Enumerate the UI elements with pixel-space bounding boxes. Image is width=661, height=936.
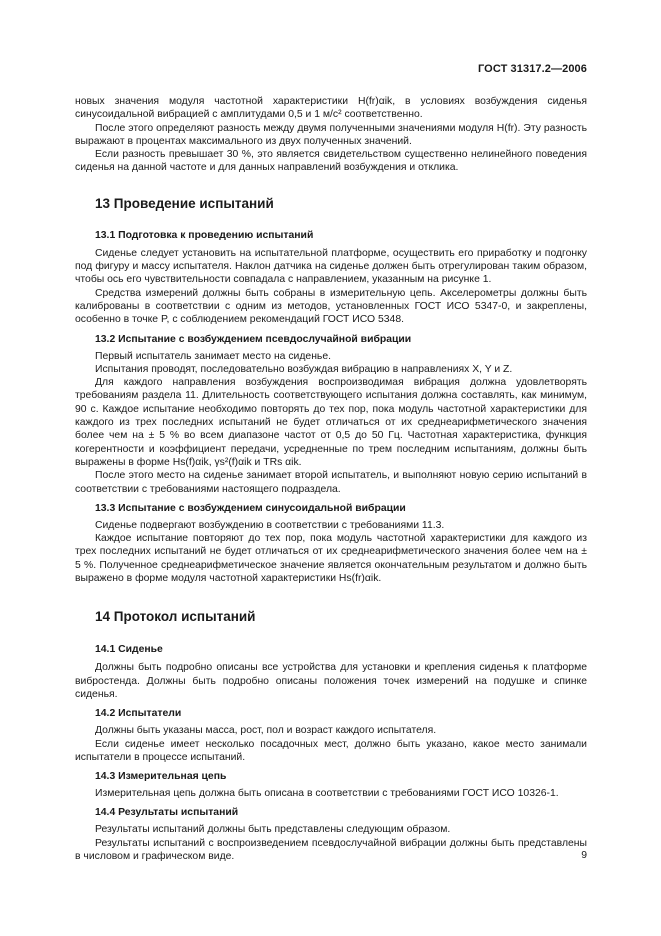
subsection-13-1-heading: 13.1 Подготовка к проведению испытаний (95, 229, 314, 241)
subsection-14-4-heading: 14.4 Результаты испытаний (95, 807, 239, 819)
section-13-heading: 13 Проведение испытаний (95, 195, 274, 211)
paragraph-13-3-b: Каждое испытание повторяют до тех пор, пока модуль частотной характеристики для каждого из трех последних испытаний не будет отличаться от их среднеарифметического значения более чем на ± 5 %. Полученное среднеарифметическое значение является окончательным результатом и должно быть выражено в форме модуля частотной характеристики Hs(fr)αik. (75, 533, 587, 585)
paragraph-14-2-b: Если сиденье имеет несколько посадочных мест, должно быть указано, какое место занимали испытатели в процессе испытаний. (75, 738, 587, 763)
subsection-14-2-heading: 14.2 Испытатели (95, 708, 182, 720)
paragraph-13-2-a: Первый испытатель занимает место на сиденье. (95, 350, 332, 362)
intro-paragraph-1: новых значения модуля частотной характеристики H(fr)αik, в условиях возбуждения сиденья синусоидальной вибрацией с амплитудами 0,5 и 1 м/с² соответственно. (75, 96, 587, 121)
paragraph-13-1-a: Сиденье следует установить на испытательной платформе, осуществить его приработку и подгонку под фигуру и массу испытателя. Наклон датчика на сиденье должен быть отрегулирован таким образом, чтобы ось его чувствительности совпадала с направлением, указанным на рисунке 1. (75, 247, 587, 286)
paragraph-14-2-a: Должны быть указаны масса, рост, пол и возраст каждого испытателя. (95, 725, 437, 737)
subsection-13-2-heading: 13.2 Испытание с возбуждением псевдослучайной вибрации (95, 333, 412, 345)
page-number: 9 (581, 850, 587, 861)
subsection-14-1-heading: 14.1 Сиденье (95, 644, 163, 656)
paragraph-14-1-a: Должны быть подробно описаны все устройства для установки и крепления сиденья к платформе вибростенда. Должны быть подробно описаны положения точек измерений на подушке и спинке сиденья. (75, 662, 587, 700)
intro-paragraph-3: Если разность превышает 30 %, это является свидетельством существенно нелинейного поведения сиденья на данной частоте и для данных направлений возбуждения и отклика. (75, 149, 587, 174)
paragraph-13-3-a: Сиденье подвергают возбуждению в соответствии с требованиями 11.3. (95, 519, 445, 531)
paragraph-14-4-b: Результаты испытаний с воспроизведением псевдослучайной вибрации должны быть представлены в числовом и графическом виде. (75, 837, 587, 862)
document-body (75, 95, 587, 863)
paragraph-14-3-a: Измерительная цепь должна быть описана в соответствии с требованиями ГОСТ ИСО 10326-1. (95, 788, 559, 800)
paragraph-13-1-b: Средства измерений должны быть собраны в измерительную цепь. Акселерометры должны быть калиброваны в соответствии с одним из методов, установленных ГОСТ ИСО 5347-0, и закреплены, особенно в точке P, с соблюдением рекомендаций ГОСТ ИСО 5348. (75, 287, 587, 326)
intro-paragraph-2: После этого определяют разность между двумя полученными значениями модуля H(fr). Эту разность выражают в процентах максимального из двух полученных значений. (75, 122, 587, 147)
paragraph-13-2-d: После этого место на сиденье занимает второй испытатель, и выполняют новую серию испытаний в соответствии с требованиями настоящего подраздела. (75, 470, 587, 495)
document-code-header: ГОСТ 31317.2—2006 (477, 63, 587, 75)
section-14-heading: 14 Протокол испытаний (95, 609, 256, 625)
subsection-14-3-heading: 14.3 Измерительная цепь (95, 771, 227, 783)
paragraph-14-4-a: Результаты испытаний должны быть представлены следующим образом. (95, 824, 451, 836)
paragraph-13-2-b: Испытания проводят, последовательно возбуждая вибрацию в направлениях X, Y и Z. (95, 363, 513, 375)
paragraph-13-2-c: Для каждого направления возбуждения воспроизводимая вибрация должна удовлетворять требованиям раздела 11. Длительность соответствующего испытания должна составлять, как минимум, 90 с. Каждое испытание необходимо повторять до тех пор, пока модуль частотной характеристики для каждого из трех последних испытаний не будет отличаться от их среднеарифметического значения более чем на ± 5 % во всем диапазоне частот от 0,5 до 50 Гц. Частотная характеристика, функция когерентности и коэффициент передачи, усредненные по трем последним испытаниям, должны быть выражены в форме Hs(f)αik, γs²(f)αik и TRs αik. (75, 377, 587, 468)
subsection-13-3-heading: 13.3 Испытание с возбуждением синусоидальной вибрации (95, 502, 406, 514)
